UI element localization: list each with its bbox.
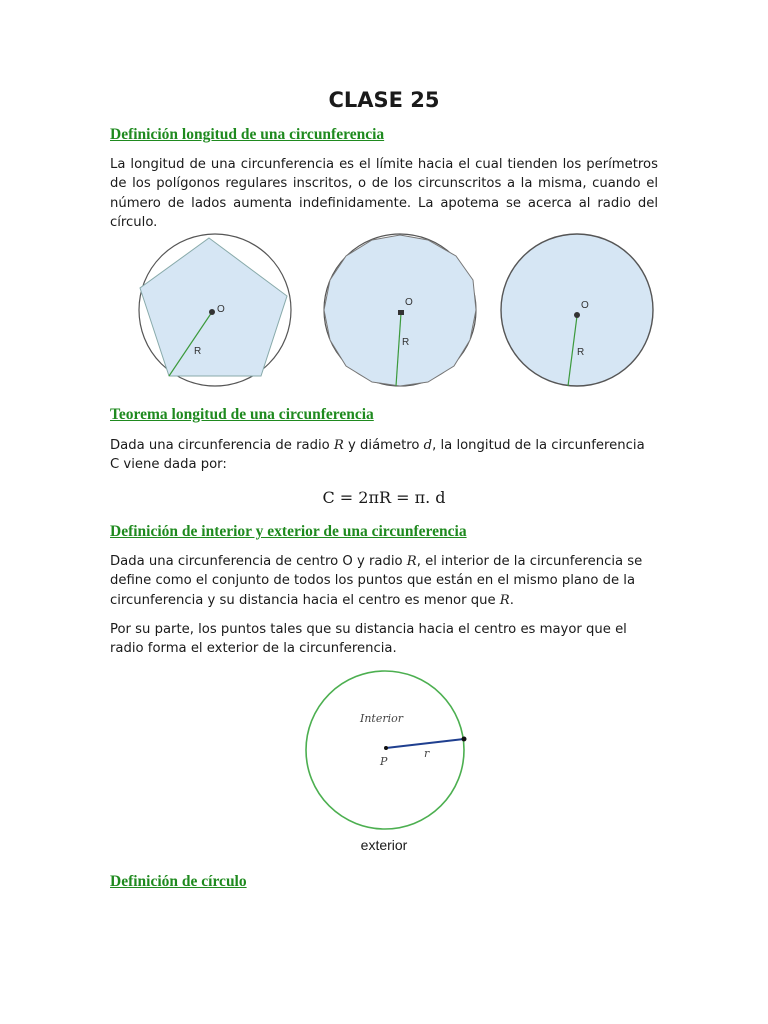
- teorema-text-2: y diámetro: [343, 438, 424, 453]
- center-label-3: O: [581, 300, 589, 311]
- center-point-P: [384, 746, 388, 750]
- point-label-P: P: [380, 755, 388, 768]
- interior-text-3: .: [509, 592, 514, 608]
- circumference-circle: [306, 671, 464, 829]
- radius-label-r: r: [424, 747, 430, 760]
- paragraph-definicion-longitud: La longitud de una circunferencia es el límite hacia el cual tienden los perímetros de los polígonos regulares inscritos, o de los circunscritos a la misma, cuando el número de lados aumenta indefinidamente. La apotema se acerca al radio del círculo.: [110, 157, 658, 230]
- center-point-2: [398, 310, 404, 315]
- section-heading-interior-exterior: Definición de interior y exterior de una circunferencia: [110, 523, 467, 540]
- interior-text-1: Dada una circunferencia de centro O y radio: [110, 554, 407, 569]
- circle-shape-3: [501, 234, 653, 386]
- section-heading-definicion-longitud: Definición longitud de una circunferencia: [110, 126, 385, 143]
- radius-label-2: R: [402, 337, 410, 348]
- circle-limit: [501, 234, 653, 386]
- interior-label: Interior: [360, 712, 404, 725]
- paragraph-interior: [110, 552, 658, 610]
- paragraph-exterior: Por su parte, los puntos tales que su distancia hacia el centro es mayor que el radio forma el exterior de la circunferencia.: [110, 622, 627, 657]
- teorema-text-3: , la longitud de la circunferencia C viene dada por:: [110, 438, 645, 473]
- circumference-point: [462, 737, 467, 742]
- variable-R-2: R: [406, 554, 417, 569]
- center-point-3: [574, 312, 580, 318]
- center-label-1: O: [217, 304, 225, 315]
- length-formula: C = 2πR = π. d: [322, 488, 446, 507]
- variable-R: R: [333, 438, 344, 453]
- teorema-text-1: Dada una circunferencia de radio: [110, 438, 334, 453]
- radius-label-3: R: [577, 347, 585, 358]
- variable-R-3: R: [499, 592, 510, 608]
- section-heading-teorema: Teorema longitud de una circunferencia: [110, 406, 374, 423]
- variable-d: d: [423, 438, 433, 453]
- polygon-approximation-figure: [130, 228, 660, 393]
- circle-pentagon: [139, 234, 291, 386]
- paragraph-teorema: [110, 436, 658, 475]
- circle-polygon-many-sides: [324, 234, 476, 386]
- radius-label-1: R: [194, 346, 202, 357]
- interior-exterior-figure: [300, 670, 475, 832]
- center-point-1: [209, 309, 215, 315]
- page-title: CLASE 25: [328, 88, 440, 112]
- exterior-caption: exterior: [360, 837, 408, 853]
- section-heading-circulo: Definición de círculo: [110, 873, 247, 890]
- interior-text-2: , el interior de la circunferencia se define como el conjunto de todos los puntos que están en el mismo plano de la circunferencia y su distancia hacia el centro es menor que: [110, 554, 643, 608]
- center-label-2: O: [405, 297, 413, 308]
